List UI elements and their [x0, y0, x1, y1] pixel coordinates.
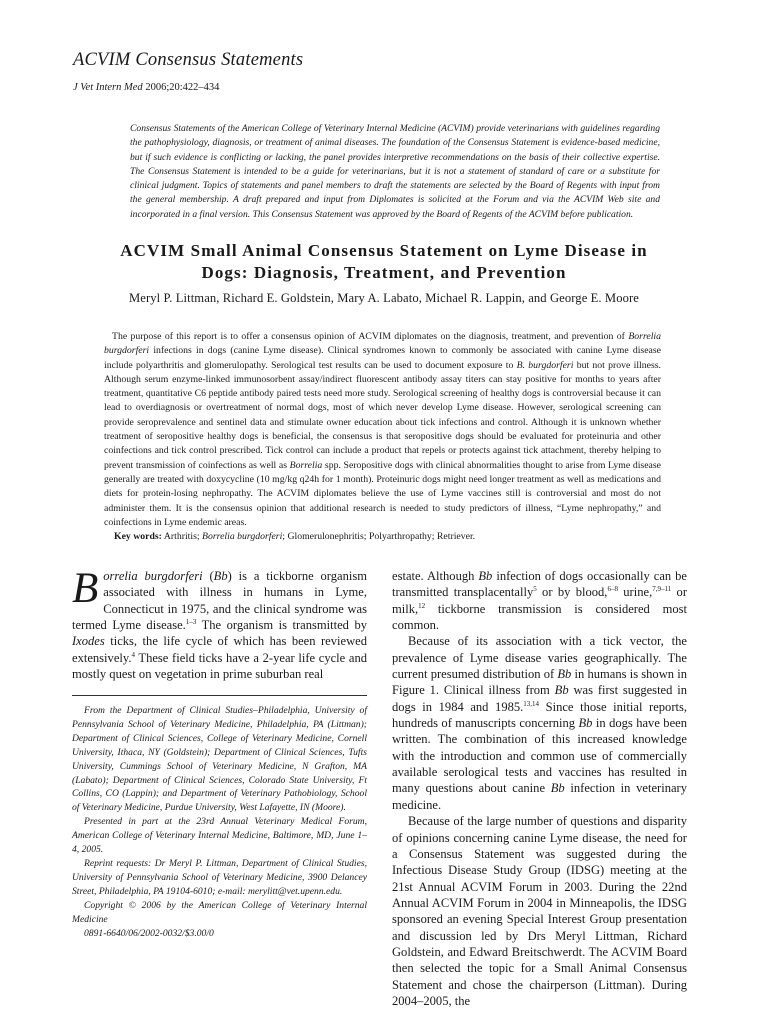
species-abbrev: Bb [478, 569, 493, 583]
species-abbrev: Bb [550, 781, 565, 796]
body-text: estate. Although [392, 569, 479, 583]
body-column-right [392, 568, 687, 1009]
body-text: The organism is transmitted by [196, 618, 367, 633]
body-text: infection in veterinary medicine. [392, 781, 687, 812]
body-text: in humans is shown in Figure 1. Clinical illness from [392, 667, 687, 698]
species-abbrev: Bb [557, 667, 572, 682]
abstract-species-name: Borrelia burgdorferi [104, 331, 661, 357]
abstract-segment: spp. Seropositive dogs with clinical abnormalities thought to arise from Lyme disease generally are treated with doxycycline (10 mg/kg q24h for 1 month). Proteinuric dogs might need longer treatment as well as medications and diets for protein-losing nephropathy. The ACVIM diplomates believe the use of Lyme vaccines still is controversial and most do not administer them. It is the consensus opinion that additional research is needed to study predictors of illness, “Lyme nephropathy,” and coinfections in Lyme endemic areas. [104, 459, 661, 528]
species-name: orrelia burgdorferi [103, 569, 203, 583]
series-title: ACVIM Consensus Statements [73, 50, 304, 70]
keywords-text: ; Glomerulonephritis; Polyarthropathy; Retriever. [282, 531, 476, 543]
body-text: Since those initial reports, hundreds of manuscripts concerning [392, 699, 688, 731]
article-title [60, 240, 708, 283]
article-title-line-1: ACVIM Small Animal Consensus Statement on Lyme Disease in [120, 241, 648, 260]
footnote-copyright: Copyright © 2006 by the American College of Veterinary Internal Medicine [72, 899, 367, 925]
body-text: tickborne transmission is considered most common. [392, 601, 687, 633]
citation-ref: 13,14 [523, 699, 540, 708]
keywords [104, 530, 661, 544]
keywords-label: Key words: [114, 531, 162, 543]
keywords-species: Borrelia burgdorferi [202, 531, 283, 543]
species-abbrev: Bb [554, 683, 569, 698]
citation-ref: 5 [533, 585, 537, 594]
body-text: ticks, the life cycle of which has been reviewed extensively. [72, 634, 367, 665]
body-text: ( [202, 569, 214, 583]
body-text: was first suggested in dogs in 1984 and 1985. [392, 683, 688, 714]
abstract-segment: but not prove illness. Although serum enzyme-linked immunosorbent assay/indirect fluorescent antibody assay titers can stay positive for months to years after treatment, quantitative C6 peptide antibody paired tests need more study. Serological screening of healthy dogs is controversial because it can lead to overdiagnosis or overtreatment of normal dogs, most of which never develop Lyme disease. However, serological screening can provide seroprevalence and sentinel data and stimulate owner education about tick infections and control. Although it is unknown whether treatment of seropositive healthy dogs is beneficial, the consensus is that seropositive dogs should be evaluated for proteinuria and other coinfections and tick control prescribed. Tick control can include a product that repels or protects against tick attachment, thereby helping to prevent transmission of coinfections as well as [104, 359, 661, 471]
abstract [104, 330, 661, 544]
body-text: urine, [617, 585, 653, 600]
abstract-species-name: B. burgdorferi [516, 359, 574, 371]
body-text: infection of dogs occasionally can be transmitted transplacentally [392, 569, 687, 600]
body-column-left [72, 565, 367, 682]
body-paragraph [392, 633, 687, 813]
citation-ref: 4 [131, 650, 135, 659]
consensus-preamble: Consensus Statements of the American College of Veterinary Internal Medicine (ACVIM) provide veterinarians with guidelines regarding the pathophysiology, diagnosis, or treatment of animal diseases. The foundation of the Consensus Statement is evidence-based medicine, but if such evidence is conflicting or lacking, the panel provides interpretive recommendations on the basis of their collective expertise. The Consensus Statement is intended to be a guide for veterinarians, but it is not a statement of standard of care or a substitute for clinical judgment. Topics of statements and panel members to draft the statements are selected by the Board of Regents with input from the general membership. A draft prepared and input from Diplomates is solicited at the Forum and via the ACVIM Web site and incorporated in a final version. This Consensus Statement was approved by the Board of Regents of the ACVIM before publication. [130, 123, 660, 220]
abstract-segment: infections in dogs (canine Lyme disease). Clinical syndromes known to commonly be associated with canine Lyme disease include polyarthritis and glomerulopathy. Serological test results can be used to document exposure to [104, 345, 661, 371]
abstract-text [104, 330, 661, 530]
footnote-presented: Presented in part at the 23rd Annual Veterinary Medical Forum, American College of Veterinary Internal Medicine, Baltimore, MD, June 1–4, 2005. [72, 816, 367, 856]
body-text: ) is a tickborne organism associated with illness in humans in Lyme, Connecticut in 1975, and the clinical syndrome was termed Lyme disease. [72, 569, 367, 633]
citation-ref: 7,9–11 [652, 585, 672, 594]
citation-ref: 6–8 [607, 585, 618, 594]
citation-ref: 12 [418, 601, 426, 610]
footnote-issn: 0891-6640/06/2002-0032/$3.00/0 [84, 927, 214, 939]
body-text: These field ticks have a 2-year life cycle and mostly quest on vegetation in prime suburban real [72, 650, 367, 682]
drop-cap: B [72, 565, 99, 612]
body-paragraph: Because of the large number of questions and disparity of opinions concerning canine Lyme disease, the need for a Consensus Statement was suggested during the Infectious Disease Study Group (IDSG) meeting at the 21st Annual ACVIM Forum in 2003. During the 22nd Annual ACVIM Forum in 2004 in Minneapolis, the IDSG sponsored an evening Special Interest Group presentation and discussion led by Drs Meryl Littman, Richard Goldstein, and Edward Breitschwerdt. The ACVIM Board then selected the topic for a Small Animal Consensus Statement and chose the chairperson (Littman). During 2004–2005, the [392, 814, 687, 1008]
keywords-text: Arthritis; [163, 531, 203, 543]
abstract-genus-name: Borrelia [289, 459, 323, 471]
species-abbrev: Bb [578, 716, 593, 731]
body-text: in dogs have been written. The combination of this increased knowledge with the introduction and common use of commercially available serological tests and vaccines has resulted in many questions about canine [392, 716, 687, 796]
journal-volume-pages: 2006;20:422–434 [145, 82, 220, 93]
author-list: Meryl P. Littman, Richard E. Goldstein, Mary A. Labato, Michael R. Lappin, and George E. Moore [128, 291, 639, 305]
abstract-segment: The purpose of this report is to offer a consensus opinion of ACVIM diplomates on the diagnosis, treatment, and prevention of [112, 331, 629, 342]
citation-ref: 1–3 [185, 617, 197, 626]
species-abbrev: Bb [213, 569, 228, 583]
journal-abbrev: J Vet Intern Med [73, 82, 143, 93]
body-paragraph [392, 568, 687, 633]
body-text: or milk, [392, 585, 688, 616]
body-paragraph [72, 565, 367, 682]
footnote-affiliations: From the Department of Clinical Studies–Philadelphia, University of Pennsylvania School of Veterinary Medicine, Philadelphia, PA (Littman); Department of Clinical Sciences, College of Veterinary Medicine, Cornell University, Ithaca, NY (Goldstein); Department of Clinical Sciences, Tufts University, Cummings School of Veterinary Medicine, N Grafton, MA (Labato); Department of Clinical Sciences, Colorado State University, Ft Collins, CO (Lappin); and Department of Veterinary Pathobiology, School of Veterinary Medicine, Purdue University, West Lafayette, IN (Moore). [72, 705, 367, 814]
footnote-reprints: Reprint requests: Dr Meryl P. Littman, Department of Clinical Studies, University of Pennsylvania School of Veterinary Medicine, 3900 Delancey Street, Philadelphia, PA 19104-6010; e-mail: merylitt@vet.upenn.edu. [72, 857, 367, 897]
body-text: or by blood, [536, 585, 608, 600]
footnotes [72, 704, 367, 940]
footnote-divider [72, 695, 367, 696]
journal-citation [73, 82, 219, 93]
article-title-line-2: Dogs: Diagnosis, Treatment, and Prevention [201, 262, 567, 282]
genus-name: Ixodes [72, 634, 105, 649]
body-text: Because of its association with a tick vector, the prevalence of Lyme disease varies geographically. The current presumed distribution of [392, 634, 687, 682]
